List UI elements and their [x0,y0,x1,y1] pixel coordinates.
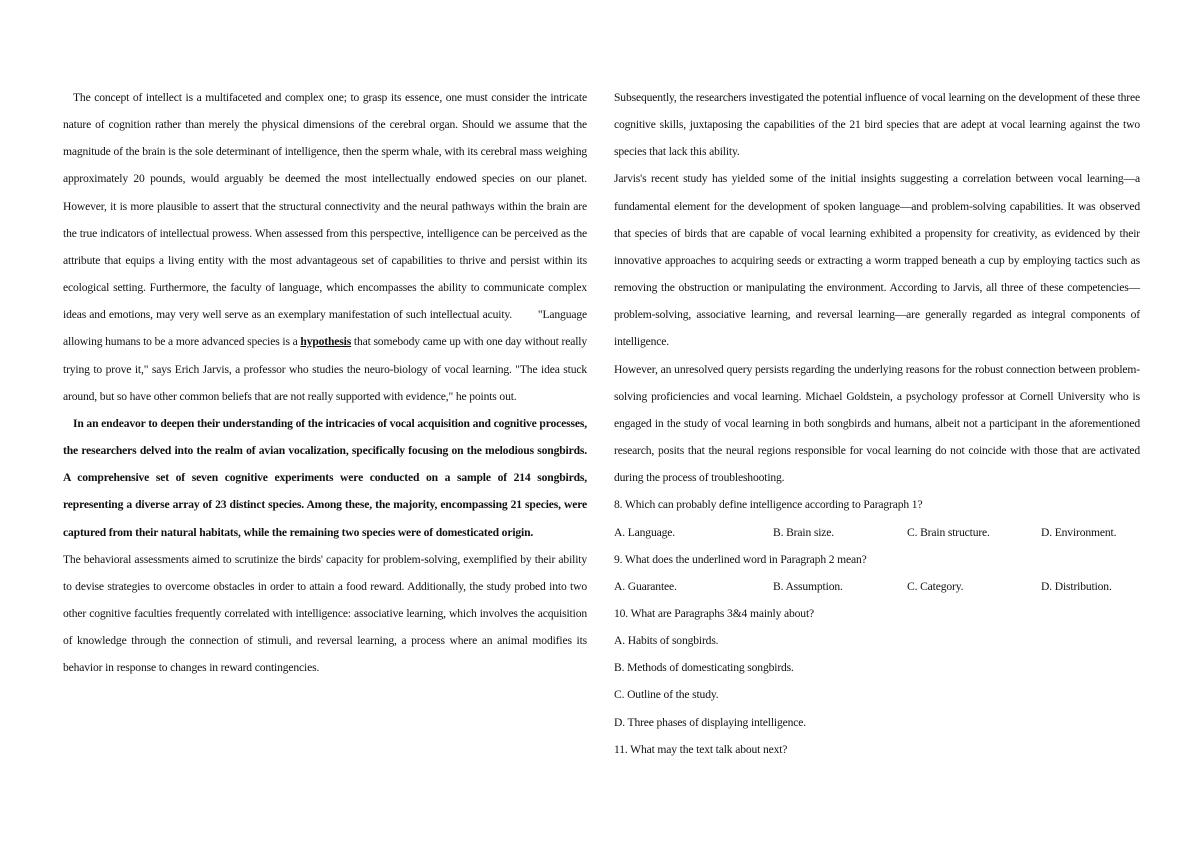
paragraph-4: The behavioral assessments aimed to scrutinize the birds' capacity for problem-solving, exemplified by their ability to devise strategies to overcome obstacles in order to attain a food reward. Additionally, the study probed into two other cognitive faculties frequently correlated with intelligence: associative learning, which involves the acquisition of knowledge through the connection of stimuli, and reversal learning, a process where an animal modifies its behavior in response to changes in reward contingencies. [63,552,587,675]
question-11: 11. What may the text talk about next? [614,742,788,756]
q10-option-a: A. Habits of songbirds. [614,634,719,648]
right-column [614,84,1140,763]
paragraph-3: In an endeavor to deepen their understanding of the intricacies of vocal acquisition and cognitive processes, the researchers delved into the realm of avian vocalization, specifically focusing on the melodious songbirds. A comprehensive set of seven cognitive experiments were conducted on a sample of 214 songbirds, representing a diverse array of 23 distinct species. Among these, the majority, encompassing 21 species, were captured from their natural habitats, while the remaining two species were of domesticated origin. [63,416,587,539]
q8-option-a: A. Language. [614,525,675,539]
question-10: 10. What are Paragraphs 3&4 mainly about? [614,606,815,620]
paragraph-2-end: that somebody came up with one day without really trying to prove it," says Erich Jarvis, a professor who studies the neuro-biology of vocal learning. "The idea stuck around, but so have other common beliefs that are not really supported with evidence," he points out. [63,335,588,403]
paragraph-5: Subsequently, the researchers investigated the potential influence of vocal learning on the development of these three cognitive skills, juxtaposing the capabilities of the 21 bird species that are adept at vocal learning against the two species that lack this ability. [614,91,1140,159]
paragraph-1 [63,84,587,410]
q10-option-d: D. Three phases of displaying intelligence. [614,715,806,729]
q8-option-c: C. Brain structure. [907,525,990,539]
q9-option-d: D. Distribution. [1041,579,1112,593]
paragraph-7: However, an unresolved query persists regarding the underlying reasons for the robust connection between problem-solving proficiencies and vocal learning. Michael Goldstein, a psychology professor at Cornell University who is engaged in the study of vocal learning in both songbirds and humans, albeit not a participant in the aforementioned research, posits that the neural regions responsible for vocal learning do not coincide with those that are activated during the process of troubleshooting. [614,362,1140,485]
q9-option-b: B. Assumption. [773,579,843,593]
left-column [63,84,587,681]
question-8: 8. Which can probably define intelligence according to Paragraph 1? [614,498,923,512]
q10-option-b: B. Methods of domesticating songbirds. [614,661,794,675]
question-8-options [614,519,1140,546]
underlined-word-hypothesis: hypothesis [300,335,352,349]
q10-option-c: C. Outline of the study. [614,688,719,702]
q8-option-b: B. Brain size. [773,525,835,539]
paragraph-1-text: The concept of intellect is a multifaceted and complex one; to grasp its essence, one must consider the intricate nature of cognition rather than merely the physical dimensions of the cerebral organ. Should we assume that the magnitude of the brain is the sole determinant of intelligence, then the sperm whale, with its cerebral mass weighing approximately 20 pounds, would arguably be deemed the most intellectually endowed species on our planet. However, it is more plausible to assert that the structural connectivity and the neural pathways within the brain are the true indicators of intellectual prowess. When assessed from this perspective, intelligence can be perceived as the attribute that equips a living entity with the most advantageous set of capabilities to thrive and persist within its ecological setting. Furthermore, the faculty of language, which encompasses the ability to communicate complex ideas and emotions, may very well serve as an exemplary manifestation of such intellectual acuity. [63,91,587,322]
question-9-options [614,573,1140,600]
question-9: 9. What does the underlined word in Paragraph 2 mean? [614,552,867,566]
paragraph-6: Jarvis's recent study has yielded some of the initial insights suggesting a correlation between vocal learning—a fundamental element for the development of spoken language—and problem-solving capabilities. It was observed that species of birds that are capable of vocal learning exhibited a propensity for creativity, as evidenced by their innovative approaches to acquiring seeds or extracting a worm trapped beneath a cup by employing tactics such as removing the obstruction or manipulating the environment. According to Jarvis, all three of these competencies—problem-solving, associative learning, and reversal learning—are generally regarded as integral components of intelligence. [614,172,1140,349]
paragraph-2-start: "Language allowing humans to be a more advanced species is a [63,308,587,349]
q9-option-a: A. Guarantee. [614,579,677,593]
q8-option-d: D. Environment. [1041,525,1117,539]
q9-option-c: C. Category. [907,579,964,593]
